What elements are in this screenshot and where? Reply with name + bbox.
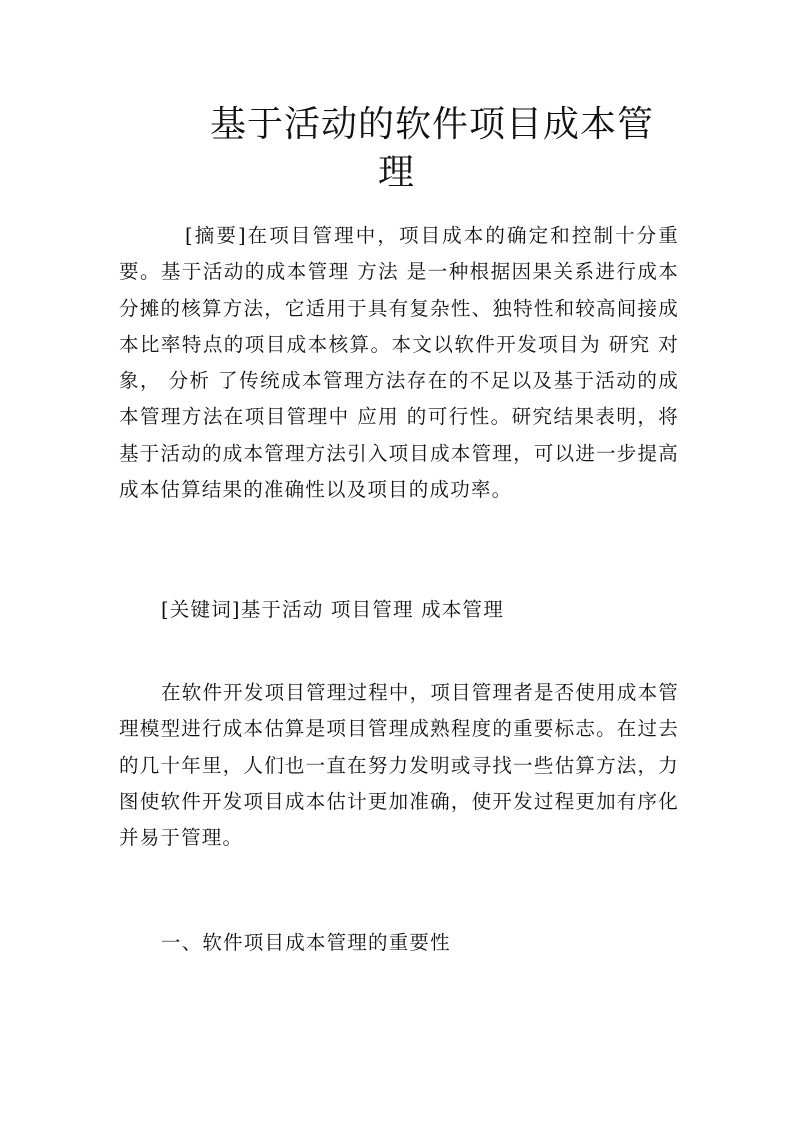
section-heading: 一、软件项目成本管理的重要性: [161, 931, 451, 954]
document-title-line1: 基于活动的软件项目成本管: [210, 104, 655, 145]
intro-paragraph: 在软件开发项目管理过程中，项目管理者是否使用成本管理模型进行成本估算是项目管理成熟程度的重要标志。在过去的几十年里，人们也一直在努力发明或寻找一些估算方法，力图使软件开发项目成本估计更加准确，使开发过程更加有序化并易于管理。: [119, 681, 679, 850]
document-title-line2: 理: [378, 152, 416, 193]
abstract-paragraph: [摘要]在项目管理中，项目成本的确定和控制十分重要。基于活动的成本管理 方法 是一种根据因果关系进行成本分摊的核算方法，它适用于具有复杂性、独特性和较高间接成本比率特点的项目成本核算。本文以软件开发项目为 研究 对象， 分析 了传统成本管理方法存在的不足以及基于活动的成本管理方法在项目管理中 应用 的可行性。研究结果表明，将基于活动的成本管理方法引入项目成本管理，可以进一步提高成本估算结果的准确性以及项目的成功率。: [119, 224, 679, 502]
keywords-line: [关键词]基于活动 项目管理 成本管理: [161, 598, 504, 621]
